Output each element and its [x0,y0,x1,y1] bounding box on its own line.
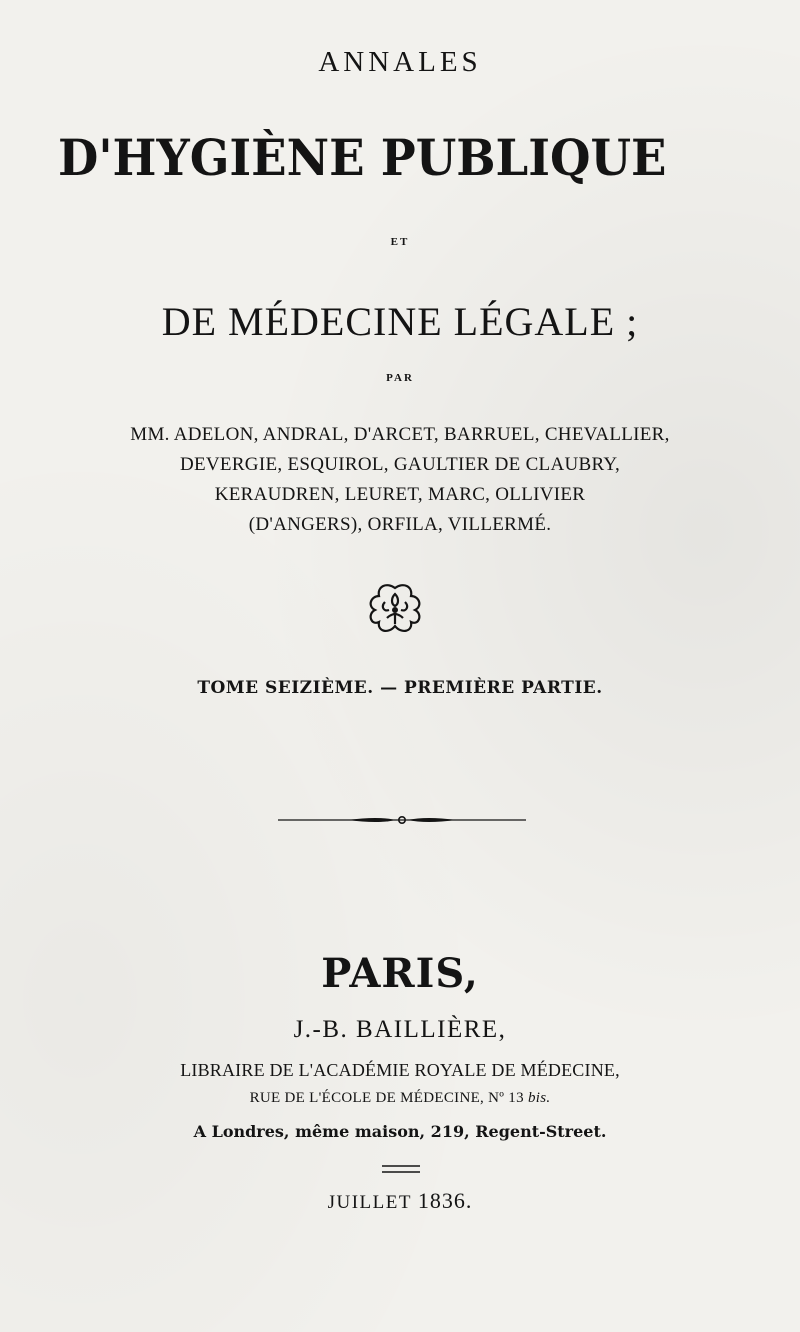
main-title: D'HYGIÈNE PUBLIQUE [58,128,667,187]
imprint-year: 1836. [417,1188,473,1213]
imprint-date [0,1188,800,1214]
series-title: ANNALES [318,46,482,78]
imprint-title-line: LIBRAIRE DE L'ACADÉMIE ROYALE DE MÉDECINE, [180,1060,620,1080]
conjunction-et: ET [390,236,410,248]
imprint-street [0,1090,800,1107]
authors-line-2: DEVERGIE, ESQUIROL, GAULTIER DE CLAUBRY, [179,454,621,475]
imprint-publisher: J.-B. BAILLIÈRE, [293,1016,507,1043]
imprint-street-text: RUE DE L'ÉCOLE DE MÉDECINE, Nº 13 [249,1090,524,1106]
imprint-month: JUILLET [327,1192,412,1213]
imprint-city: PARIS, [321,950,479,997]
rule-ornament-icon [278,812,526,828]
authors-line-3: KERAUDREN, LEURET, MARC, OLLIVIER [214,484,586,505]
double-rule-icon [382,1164,420,1174]
par-label: PAR [386,372,414,384]
subtitle: DE MÉDECINE LÉGALE ; [161,299,639,344]
volume-line: TOME SEIZIÈME. — PREMIÈRE PARTIE. [197,678,603,698]
authors-line-1: MM. ADELON, ANDRAL, D'ARCET, BARRUEL, CHEVALLIER, [130,424,670,445]
authors-line-4: (D'ANGERS), ORFILA, VILLERMÉ. [248,514,552,535]
floral-ornament-icon [365,580,425,636]
imprint-street-suffix: bis. [527,1090,551,1106]
imprint-london: A Londres, même maison, 219, Regent-Street. [193,1122,607,1141]
